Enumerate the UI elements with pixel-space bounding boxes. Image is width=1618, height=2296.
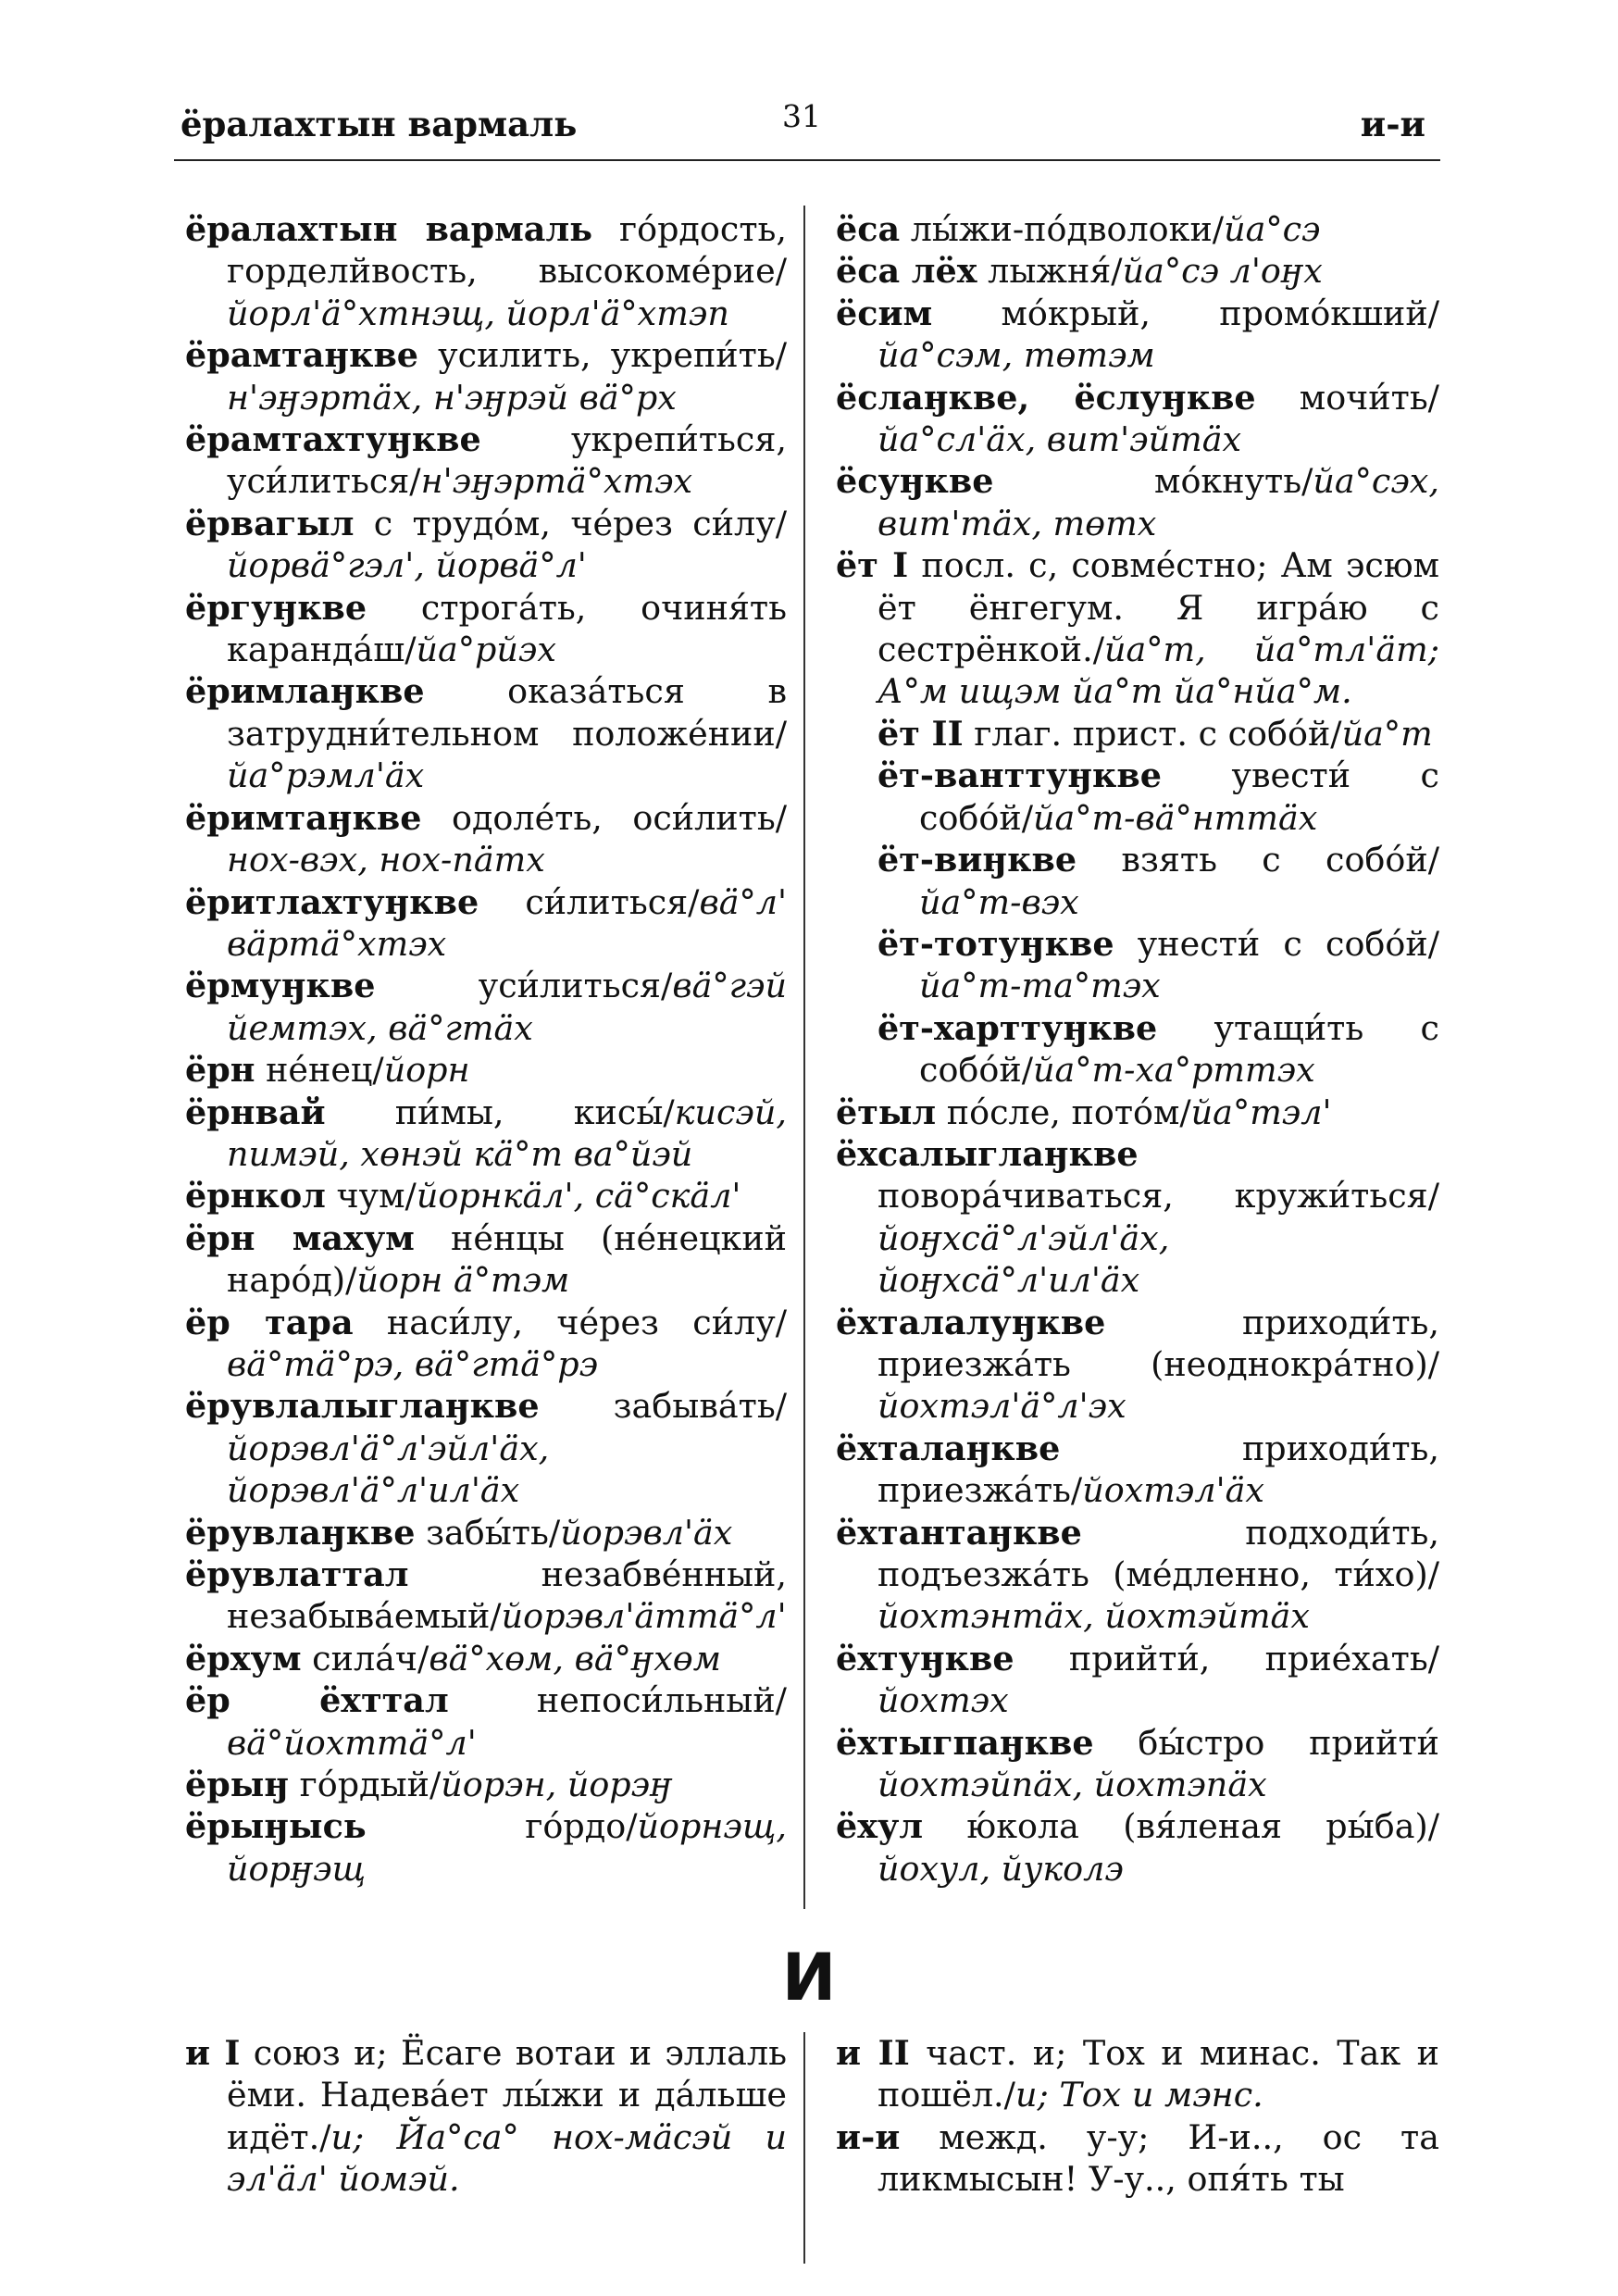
entry-translation: го́рдо/ bbox=[366, 1806, 638, 1847]
right-column bbox=[836, 208, 1439, 1890]
entry-transcription: йохтэйпӓх, йохтэпӓх bbox=[877, 1765, 1267, 1805]
dictionary-entry bbox=[836, 460, 1439, 544]
entry-translation: забыва́ть/ bbox=[539, 1386, 787, 1427]
entry-transcription: йа°рйэх bbox=[416, 630, 556, 670]
entry-headword: ёса лёх bbox=[836, 251, 977, 292]
entry-transcription: йа°т-вӓ°нттӓх bbox=[1033, 797, 1318, 838]
entry-translation: глаг. прист. с собо́й/ bbox=[963, 713, 1342, 754]
dictionary-entry bbox=[185, 208, 787, 334]
entry-headword: ёхтуӈкве bbox=[836, 1638, 1014, 1678]
entry-transcription: йа°т-вэх bbox=[919, 881, 1079, 922]
dictionary-entry bbox=[877, 755, 1439, 839]
entry-headword: ёрн bbox=[185, 1050, 255, 1091]
entry-translation: приходи́ть, приезжа́ть (неоднокра́тно)/ bbox=[877, 1302, 1439, 1384]
entry-transcription: йа°рэмл'ӓх bbox=[227, 755, 425, 796]
dictionary-entry bbox=[185, 1764, 787, 1805]
entry-headword: ёрамтахтуӈкве bbox=[185, 419, 481, 460]
section-letter: И bbox=[781, 1940, 837, 2015]
left-column-section bbox=[185, 2032, 787, 2201]
entry-headword: ёсуӈкве bbox=[836, 461, 994, 502]
entry-transcription: йорн ӓ°тэм bbox=[356, 1260, 570, 1301]
entry-translation: забы́ть/ bbox=[415, 1512, 561, 1553]
dictionary-entry bbox=[836, 1302, 1439, 1428]
header-rule bbox=[174, 159, 1440, 161]
entry-headword: ёримлаӈкве bbox=[185, 671, 425, 712]
entry-headword: ёр тара bbox=[185, 1302, 354, 1342]
dictionary-entry bbox=[185, 1092, 787, 1176]
left-column bbox=[185, 208, 787, 1890]
running-head-left: ёралахтын вармаль bbox=[180, 104, 578, 144]
entry-headword: и I bbox=[185, 2033, 241, 2073]
dictionary-entry bbox=[185, 1049, 787, 1091]
entry-translation: по́сле, пото́м/ bbox=[936, 1092, 1191, 1132]
dictionary-entry bbox=[185, 965, 787, 1049]
entry-headword: ёхтыгпаӈкве bbox=[836, 1722, 1094, 1763]
entry-headword: ёхтантаӈкве bbox=[836, 1512, 1082, 1553]
dictionary-entry bbox=[836, 2032, 1439, 2116]
entry-transcription: и; Йа°са° нох-мӓсэй и эл'ӓл' йомэй. bbox=[227, 2116, 787, 2200]
entry-headword: ёргуӈкве bbox=[185, 587, 367, 628]
entry-transcription: йорнкӓл', сӓ°скӓл' bbox=[416, 1176, 741, 1217]
entry-headword: ёт-харттуӈкве bbox=[877, 1007, 1158, 1048]
dictionary-entry bbox=[185, 1175, 787, 1217]
dictionary-entry bbox=[836, 1133, 1439, 1302]
column-divider-section bbox=[803, 2032, 805, 2264]
dictionary-entry bbox=[185, 881, 787, 966]
entry-translation: союз и; Ёсаге вотаи и эллаль ёми. Надева́ет лы́жи и да́льше идёт./ bbox=[227, 2033, 787, 2157]
entry-translation: сила́ч/ bbox=[301, 1638, 429, 1678]
entry-translation: с трудо́м, че́рез си́лу/ bbox=[354, 503, 787, 543]
entry-transcription: вӓ°л' вӓртӓ°хтэх bbox=[227, 881, 787, 964]
entry-translation: повора́чиваться, кружи́ться/ bbox=[877, 1176, 1439, 1217]
entry-headword: ёслаӈкве, ёслуӈкве bbox=[836, 377, 1256, 418]
entry-transcription: н'эӈэртӓ°хтэх bbox=[420, 461, 693, 502]
entry-translation: не́нец/ bbox=[255, 1050, 384, 1091]
entry-transcription: вӓ°йохттӓ°л' bbox=[227, 1722, 477, 1763]
entry-headword: и II bbox=[836, 2033, 910, 2073]
entry-headword: ёт-виӈкве bbox=[877, 840, 1077, 880]
entry-translation: го́рдый/ bbox=[289, 1765, 442, 1805]
entry-transcription: йорл'ӓ°хтнэщ, йорл'ӓ°хтэп bbox=[227, 293, 729, 333]
dictionary-entry bbox=[836, 1428, 1439, 1512]
dictionary-entry bbox=[836, 293, 1439, 377]
entry-headword: ёрхум bbox=[185, 1638, 302, 1678]
entry-translation: усилить, укрепи́ть/ bbox=[418, 335, 787, 376]
entry-headword: ёт-тотуӈкве bbox=[877, 923, 1114, 964]
entry-headword: ёхул bbox=[836, 1806, 924, 1847]
entry-transcription: йа°т-ха°рттэх bbox=[1033, 1050, 1315, 1091]
entry-transcription: йа°сэ л'оӈх bbox=[1122, 251, 1323, 292]
entry-translation: укрепи́ться, уси́литься/ bbox=[227, 419, 787, 502]
entry-transcription: йа°тэл' bbox=[1190, 1092, 1332, 1132]
entry-headword: ёрмуӈкве bbox=[185, 966, 376, 1006]
dictionary-entry bbox=[185, 1638, 787, 1679]
entry-translation: прийти́, прие́хать/ bbox=[1014, 1638, 1439, 1678]
entry-transcription: нох-вэх, нох-пӓтх bbox=[227, 840, 545, 880]
entry-headword: ёрыӈысь bbox=[185, 1806, 367, 1847]
entry-headword: ёхталаӈкве bbox=[836, 1428, 1061, 1468]
entry-translation: уси́литься/ bbox=[375, 966, 673, 1006]
entry-headword: ёр ёхттал bbox=[185, 1680, 449, 1721]
entry-translation: ю́кола (вя́леная ры́ба)/ bbox=[923, 1806, 1439, 1847]
entry-transcription: йа°сл'ӓх, вит'эйтӓх bbox=[877, 419, 1242, 460]
dictionary-entry bbox=[185, 334, 787, 418]
entry-transcription: вӓ°гэй йемтэх, вӓ°гтӓх bbox=[227, 966, 787, 1048]
entry-headword: ёримтаӈкве bbox=[185, 797, 422, 838]
entry-translation: си́литься/ bbox=[479, 881, 700, 922]
dictionary-entry bbox=[185, 418, 787, 503]
entry-translation: строга́ть, очиня́ть каранда́ш/ bbox=[227, 587, 787, 670]
entry-transcription: и; Тох и мэнс. bbox=[1014, 2075, 1263, 2115]
right-column-section bbox=[836, 2032, 1439, 2201]
entry-headword: ёт I bbox=[836, 545, 909, 586]
entry-headword: ёрыӈ bbox=[185, 1765, 290, 1805]
entry-headword: ёрвагыл bbox=[185, 503, 355, 543]
entry-transcription: вӓ°тӓ°рэ, вӓ°гтӓ°рэ bbox=[227, 1343, 599, 1384]
entry-transcription: йа°т, йа°тл'ӓт; А°м ищэм йа°т йа°нйа°м. bbox=[877, 630, 1439, 712]
dictionary-entry bbox=[185, 587, 787, 671]
entry-transcription: йохтэх bbox=[877, 1680, 1009, 1721]
entry-headword: ёрувлаӈкве bbox=[185, 1512, 416, 1553]
entry-headword: ёритлахтуӈкве bbox=[185, 881, 479, 922]
entry-headword: ётыл bbox=[836, 1092, 937, 1132]
entry-transcription: йорнэщ, йорӈэщ bbox=[227, 1806, 787, 1889]
entry-transcription: йоӈхсӓ°л'эйл'ӓх, йоӈхсӓ°л'ил'ӓх bbox=[877, 1217, 1170, 1301]
dictionary-entry bbox=[836, 1512, 1439, 1638]
entry-translation: част. и; Тох и минас. Так и пошёл./ bbox=[877, 2033, 1439, 2115]
entry-translation: не́нцы (не́нецкий наро́д)/ bbox=[227, 1217, 787, 1301]
entry-translation: межд. у-у; И-и.., ос та ликмысын! У-у.., опя́ть ты bbox=[877, 2116, 1439, 2200]
entry-translation: посл. с, совме́стно; Ам эсюм ёт ёнгегум. Я игра́ю с сестрёнкой./ bbox=[877, 545, 1440, 670]
dictionary-entry bbox=[836, 1092, 1439, 1133]
entry-headword: ёса bbox=[836, 209, 901, 249]
entry-transcription: йорэвл'ӓттӓ°л' bbox=[501, 1596, 787, 1637]
dictionary-entry bbox=[836, 544, 1439, 713]
dictionary-entry bbox=[836, 208, 1439, 250]
entry-translation: взять с собо́й/ bbox=[1077, 840, 1439, 880]
entry-translation: приходи́ть, приезжа́ть/ bbox=[877, 1428, 1439, 1511]
entry-translation: подходи́ть, подъезжа́ть (ме́дленно, ти́хо)/ bbox=[877, 1512, 1439, 1594]
entry-translation: лы́жи-по́дволоки/ bbox=[900, 209, 1225, 249]
entry-transcription: вӓ°хөм, вӓ°ӈхөм bbox=[429, 1638, 722, 1678]
entry-translation: увести́ с собо́й/ bbox=[919, 755, 1439, 838]
dictionary-entry bbox=[836, 250, 1439, 292]
page-number: 31 bbox=[782, 98, 821, 134]
entry-translation: чум/ bbox=[325, 1176, 417, 1217]
entry-transcription: кисэй, пимэй, хөнэй кӓ°т ва°йэй bbox=[227, 1092, 787, 1174]
dictionary-entry bbox=[185, 503, 787, 587]
dictionary-entry bbox=[185, 1679, 787, 1764]
entry-headword: ёхталалуӈкве bbox=[836, 1302, 1106, 1342]
dictionary-entry bbox=[877, 839, 1439, 923]
column-divider bbox=[803, 206, 805, 1909]
dictionary-entry bbox=[185, 1217, 787, 1302]
entry-headword: ёсим bbox=[836, 293, 933, 333]
entry-translation: наси́лу, че́рез си́лу/ bbox=[353, 1302, 788, 1342]
entry-translation: одоле́ть, оси́лить/ bbox=[421, 797, 787, 838]
dictionary-entry bbox=[185, 1385, 787, 1511]
dictionary-entry bbox=[836, 377, 1439, 461]
entry-headword: ёрувлаттал bbox=[185, 1554, 409, 1594]
entry-translation: непоси́льный/ bbox=[448, 1680, 787, 1721]
dictionary-entry bbox=[185, 670, 787, 796]
dictionary-entry bbox=[877, 713, 1439, 755]
entry-transcription: йа°сэм, төтэм bbox=[877, 335, 1155, 376]
dictionary-entry bbox=[836, 1805, 1439, 1890]
entry-headword: ёрувлалыглаӈкве bbox=[185, 1386, 540, 1427]
entry-transcription: йорвӓ°гэл', йорвӓ°л' bbox=[227, 545, 587, 586]
entry-headword: и-и bbox=[836, 2116, 901, 2157]
entry-translation: пи́мы, кисы́/ bbox=[325, 1092, 675, 1132]
entry-transcription: йорэн, йорэӈ bbox=[441, 1765, 673, 1805]
dictionary-entry bbox=[836, 2116, 1439, 2201]
entry-transcription: н'эӈэртӓх, н'эӈрэй вӓ°рх bbox=[227, 377, 677, 418]
entry-transcription: йохтэл'ӓх bbox=[1082, 1470, 1264, 1511]
entry-headword: ёрнвай bbox=[185, 1092, 326, 1132]
entry-transcription: йа°т-та°тэх bbox=[919, 966, 1161, 1006]
entry-headword: ёт II bbox=[877, 713, 964, 754]
entry-translation: унести́ с собо́й/ bbox=[1114, 923, 1439, 964]
dictionary-entry bbox=[877, 1007, 1439, 1092]
entry-transcription: йа°сэх, вит'тӓх, төтх bbox=[877, 461, 1439, 543]
entry-headword: ёрамтаӈкве bbox=[185, 335, 419, 376]
dictionary-entry bbox=[185, 2032, 787, 2201]
entry-translation: незабве́нный, незабыва́емый/ bbox=[227, 1554, 787, 1637]
running-head-right: и-и bbox=[1360, 104, 1425, 144]
dictionary-entry bbox=[185, 1302, 787, 1386]
entry-translation: лыжня́/ bbox=[977, 251, 1123, 292]
entry-translation: утащи́ть с собо́й/ bbox=[919, 1007, 1439, 1091]
dictionary-entry bbox=[185, 1805, 787, 1890]
entry-translation: бы́стро прийти́ bbox=[1093, 1722, 1439, 1763]
entry-translation: мо́кнуть/ bbox=[993, 461, 1313, 502]
entry-headword: ёрн махум bbox=[185, 1217, 415, 1258]
entry-transcription: йорэвл'ӓх bbox=[560, 1512, 733, 1553]
entry-transcription: йа°т bbox=[1341, 713, 1433, 754]
dictionary-entry bbox=[185, 1554, 787, 1638]
dictionary-entry bbox=[836, 1638, 1439, 1722]
dictionary-entry bbox=[877, 923, 1439, 1007]
entry-transcription: йорн bbox=[383, 1050, 470, 1091]
entry-translation: оказа́ться в затрудни́тельном положе́нии/ bbox=[227, 671, 787, 754]
entry-headword: ёт-ванттуӈкве bbox=[877, 755, 1162, 796]
entry-transcription: йа°сэ bbox=[1224, 209, 1321, 249]
entry-translation: мочи́ть/ bbox=[1255, 377, 1439, 418]
entry-transcription: йохтэнтӓх, йохтэйтӓх bbox=[877, 1596, 1310, 1637]
entry-translation: го́рдость, горделйвость, высокоме́рие/ bbox=[227, 209, 787, 292]
entry-headword: ёрнкол bbox=[185, 1176, 326, 1217]
entry-transcription: йорэвл'ӓ°л'эйл'ӓх, йорэвл'ӓ°л'ил'ӓх bbox=[227, 1428, 550, 1511]
entry-headword: ёралахтын вармаль bbox=[185, 209, 592, 249]
entry-transcription: йохтэл'ӓ°л'эх bbox=[877, 1386, 1126, 1427]
entry-transcription: йохул, йуколэ bbox=[877, 1848, 1124, 1889]
entry-headword: ёхсалыглаӈкве bbox=[836, 1133, 1139, 1174]
dictionary-entry bbox=[185, 1512, 787, 1554]
entry-translation: мо́крый, промо́кший/ bbox=[932, 293, 1439, 333]
page-header bbox=[171, 98, 1444, 150]
dictionary-entry bbox=[836, 1722, 1439, 1806]
dictionary-entry bbox=[185, 797, 787, 881]
